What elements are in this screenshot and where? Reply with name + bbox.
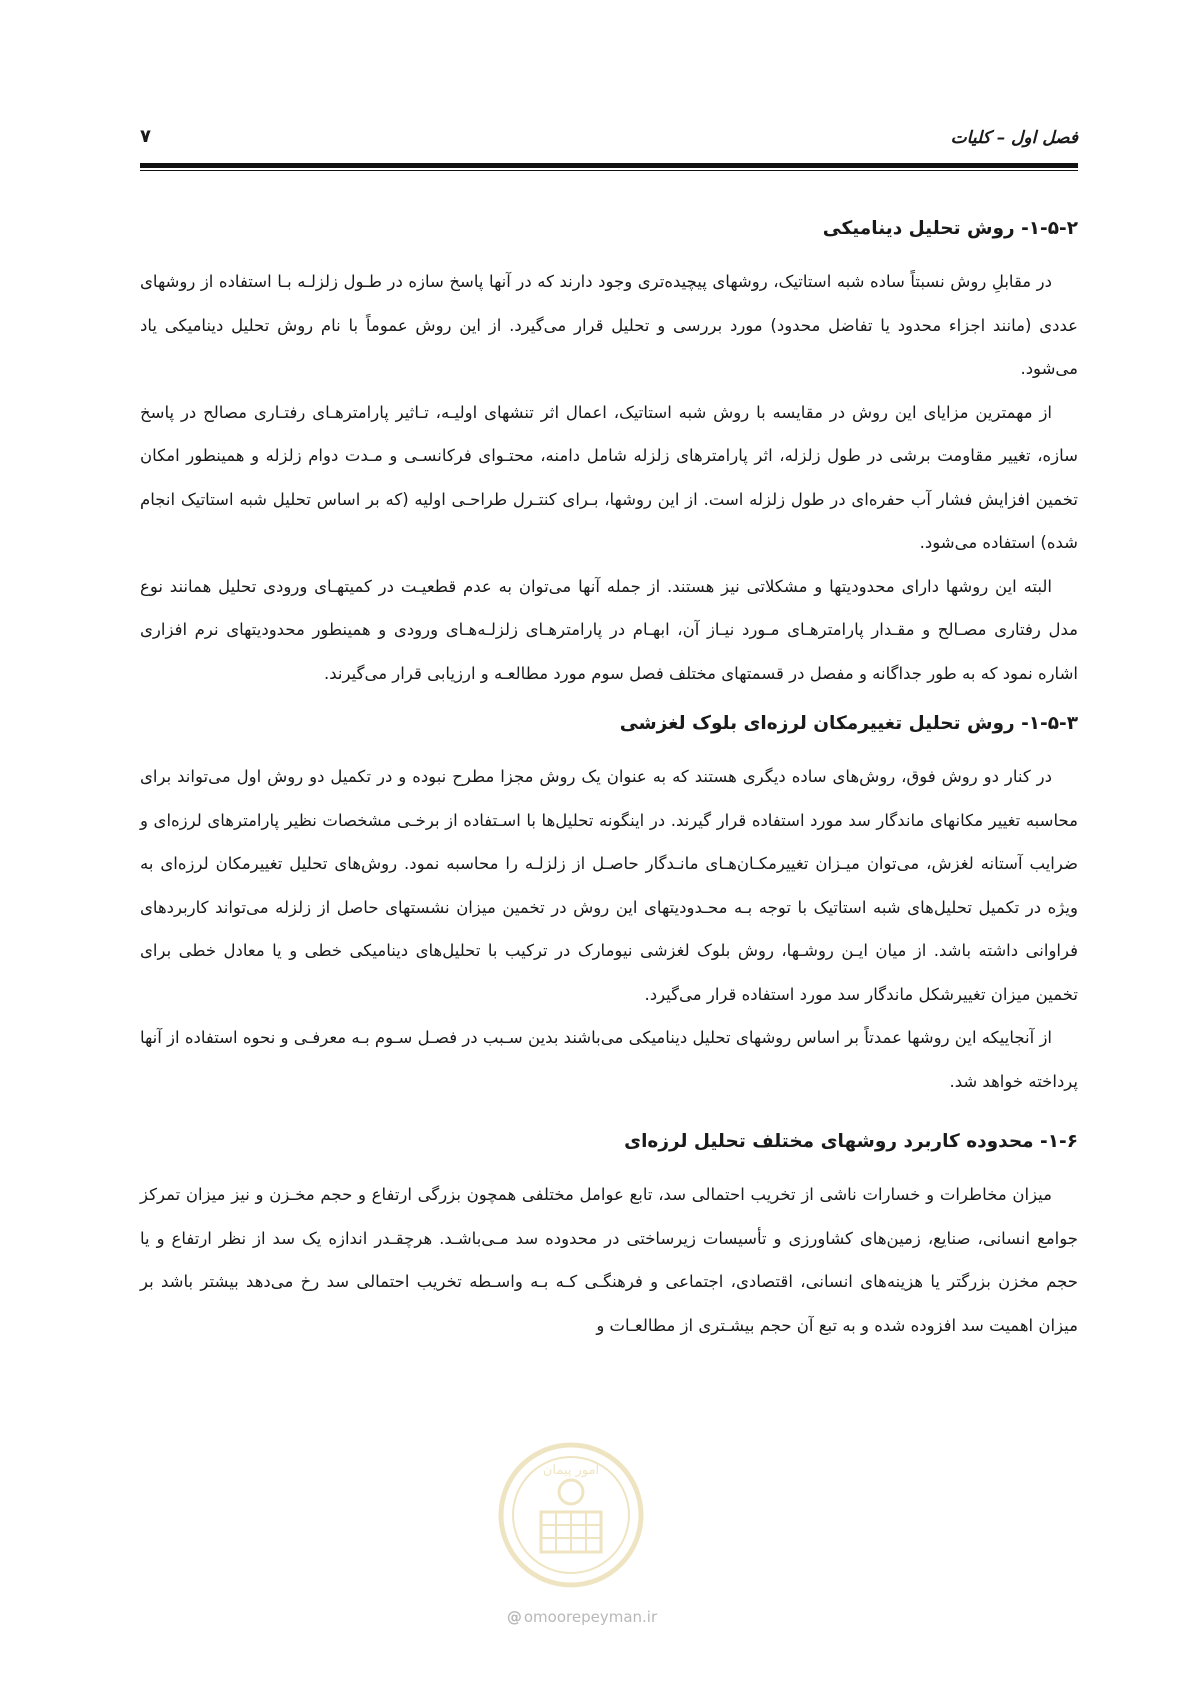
paragraph: از آنجاییکه این روشها عمدتاً بر اساس روشهای تحلیل دینامیکی می‌باشند بدین سـبب در فصـل سـوم بـه معرفـی و نحوه استفاده از آنها پرداخته خواهد شد. <box>140 1028 1078 1091</box>
paragraph: در کنار دو روش فوق، روش‌های ساده دیگری هستند که به عنوان یک روش مجزا مطرح نبوده و در تکمیل دو روش اول می‌تواند برای محاسبه تغییر مکانهای ماندگار سد مورد استفاده قرار گیرند. در اینگونه تحلیل‌ها با اسـتفاده از برخـی مشخصات نظیر پارامترهای لرزه‌ای و ضرایب آستانه لغزش، می‌توان میـزان تغییرمکـان‌هـای مانـدگار حاصـل از زلزلـه را محاسبه نمود. روش‌های تحلیل تغییرمکان لرزه‌ای به ویژه در تکمیل تحلیل‌های شبه استاتیک با توجه بـه محـدودیتهای این روش در تخمین میزان نشستهای حاصل از زلزله می‌تواند کاربردهای فراوانی داشته باشد. از میان ایـن روشـها، روش بلوک لغزشی نیومارک در ترکیب با تحلیل‌های دینامیکی خطی و یا معادل خطی برای تخمین میزان تغییرشکل ماندگار سد مورد استفاده قرار می‌گیرد. <box>140 767 1078 1004</box>
paragraph: در مقابلِ روش نسبتاً ساده شبه استاتیک، روشهای پیچیده‌تری وجود دارند که در آنها پاسخ سازه در طـول زلزلـه بـا استفاده از روشهای عددی (مانند اجزاء محدود یا تفاضل محدود) مورد بررسی و تحلیل قرار می‌گیرد. از این روش عموماً با نام روش تحلیل دینامیکی یاد می‌شود. <box>140 272 1078 378</box>
body-content <box>140 214 1078 1347</box>
section-sliding-block <box>140 709 1078 1103</box>
watermark-site <box>482 1608 682 1626</box>
watermark-site-text: omoorepeyman.ir <box>523 1608 658 1626</box>
section-heading: ۱-۵-۳- روش تحلیل تغییرمکان لرزه‌ای بلوک لغزشی <box>619 713 1078 734</box>
section-heading: ۱-۶- محدوده کاربرد روشهای مختلف تحلیل لرزه‌ای <box>624 1131 1078 1152</box>
paragraph: البته این روشها دارای محدودیتها و مشکلاتی نیز هستند. از جمله آنها می‌توان به عدم قطعیـت در کمیتهـای ورودی تحلیل همانند نوع مدل رفتاری مصـالح و مقـدار پارامترهـای مـورد نیـاز آن، ابهـام در پارامترهـای زلزلـه‌هـای ورودی و همینطور محدودیتهای نرم افزاری اشاره نمود که به طور جداگانه و مفصل در قسمتهای مختلف فصل سوم مورد مطالعـه و ارزیابی قرار می‌گیرند. <box>140 576 1078 683</box>
page-number: ۷ <box>140 126 151 147</box>
section-heading: ۱-۵-۲- روش تحلیل دینامیکی <box>822 218 1078 239</box>
section-application-range <box>140 1127 1078 1347</box>
header-rule-thin <box>140 170 1078 171</box>
section-dynamic-analysis <box>140 214 1078 695</box>
watermark-seal-icon <box>496 1440 646 1590</box>
paragraph: از مهمترین مزایای این روش در مقایسه با روش شبه استاتیک، اعمال اثر تنشهای اولیـه، تـاثیر پارامترهـای رفتـاری مصالح در پاسخ سازه، تغییر مقاومت برشی در طول زلزله، اثر پارامترهای زلزله شامل دامنه، محتـوای فرکانسـی و مـدت دوام زلزله و همینطور امکان تخمین افزایش فشار آب حفره‌ای در طول زلزله است. از این روشها، بـرای کنتـرل طراحـی اولیه (که بر اساس تحلیل شبه استاتیک انجام شده) استفاده می‌شود. <box>140 402 1078 552</box>
running-header <box>140 124 1078 158</box>
header-rule-thick <box>140 163 1078 168</box>
chapter-title: فصل اول – کلیات <box>950 128 1078 148</box>
paragraph: میزان مخاطرات و خسارات ناشی از تخریب احتمالی سد، تابع عوامل مختلفی همچون بزرگی ارتفاع و حجم مخـزن و نیز میزان تمرکز جوامع انسانی، صنایع، زمین‌های کشاورزی و تأسیسات زیرساختی در محدوده سد مـی‌باشـد. هرچقـدر اندازه یک سد از نظر ارتفاع و یا حجم مخزن بزرگتر یا هزینه‌های انسانی، اقتصادی، اجتماعی و فرهنگـی کـه بـه واسـطه تخریب احتمالی سد رخ می‌دهد بیشتر باشد بر میزان اهمیت سد افزوده شده و به تبع آن حجم بیشـتری از مطالعـات و <box>140 1185 1078 1335</box>
section-spacer <box>140 1103 1078 1127</box>
at-icon: @ <box>506 1608 522 1626</box>
section-spacer <box>140 695 1078 709</box>
watermark-logo-text: امور پیمان <box>542 1463 600 1478</box>
